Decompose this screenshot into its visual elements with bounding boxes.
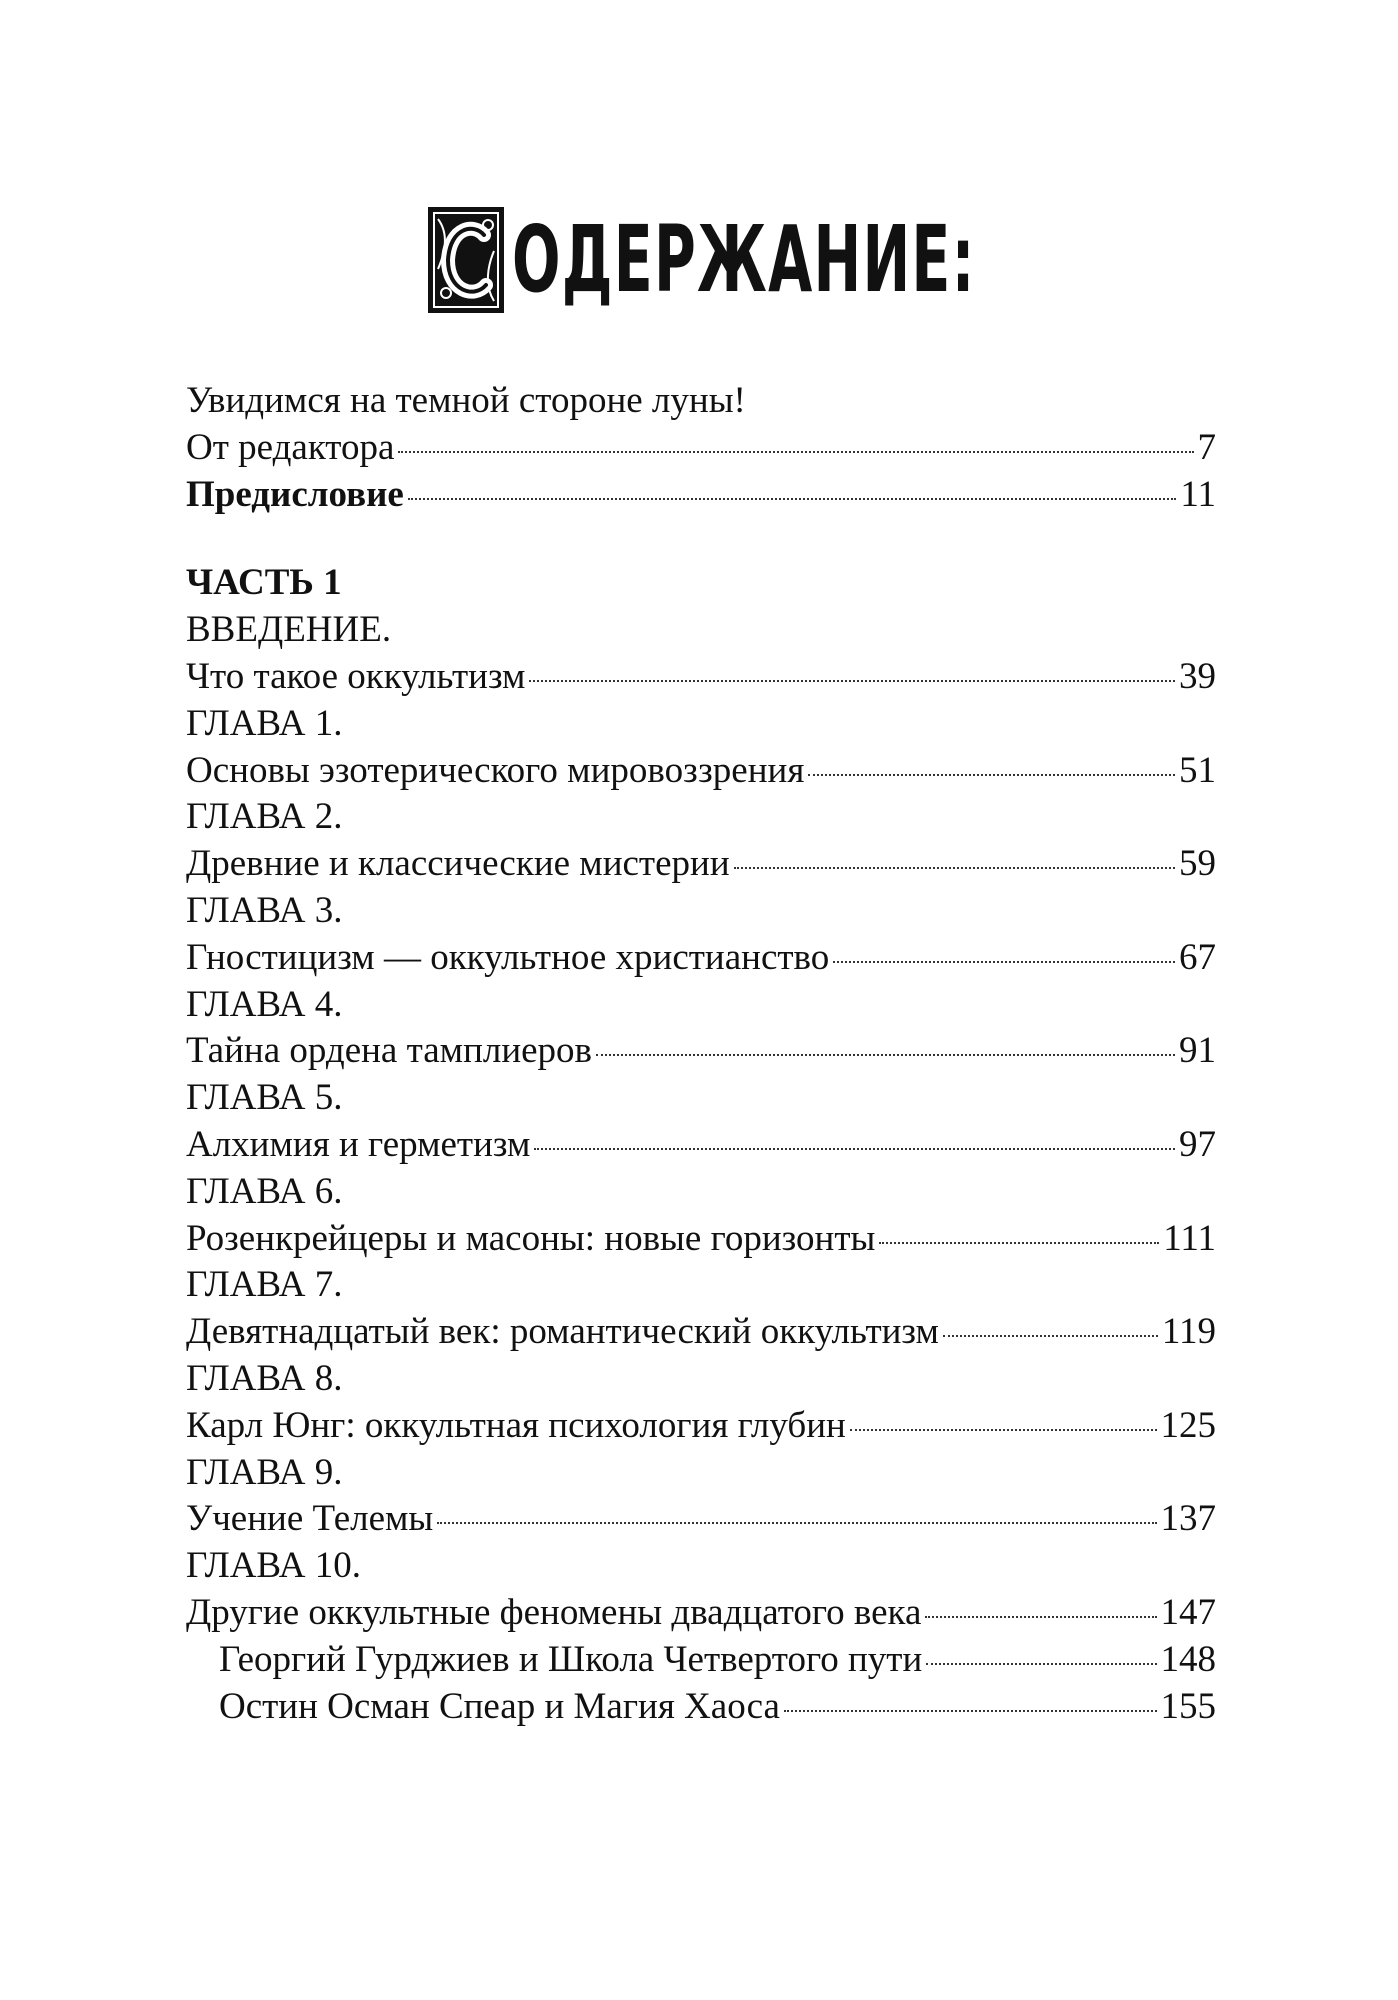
toc-page-number: 91 (1179, 1030, 1216, 1072)
chapter-label (186, 888, 1216, 935)
chapter-label-text: ГЛАВА 3. (186, 889, 343, 931)
toc-item (186, 1403, 1216, 1450)
dot-leader (808, 774, 1175, 776)
chapter-label-text: ГЛАВА 10. (186, 1545, 361, 1587)
toc-entry-text: Тайна ордена тамплиеров (186, 1030, 593, 1072)
toc-item (186, 1590, 1216, 1637)
toc-entry-text: Учение Телемы (186, 1498, 434, 1540)
toc-entry-text: Карл Юнг: оккультная психология глубин (186, 1404, 846, 1446)
chapter-label (186, 1543, 1216, 1590)
toc-page-number: 39 (1179, 655, 1216, 697)
toc-entry-text: Другие оккультные феномены двадцатого века (186, 1591, 922, 1633)
toc-item (186, 1216, 1216, 1263)
chapter-label-text: ГЛАВА 2. (186, 796, 343, 838)
toc-intro-item (186, 378, 1216, 425)
chapter-label (186, 794, 1216, 841)
decorative-initial (426, 205, 506, 315)
toc-entry-text: Гностицизм — оккультное христианство (186, 936, 830, 978)
toc-entry-text: Древние и классические мистерии (186, 843, 730, 885)
toc-chapter-list (186, 607, 1216, 1730)
dot-leader (925, 1616, 1156, 1618)
chapter-label-text: ГЛАВА 5. (186, 1077, 343, 1119)
dot-leader (596, 1054, 1175, 1056)
chapter-label (186, 1450, 1216, 1497)
chapter-label-text: ГЛАВА 9. (186, 1451, 343, 1493)
dot-leader (398, 451, 1193, 453)
page-title (0, 205, 1398, 315)
chapter-label-text: ГЛАВА 8. (186, 1357, 343, 1399)
chapter-label (186, 1075, 1216, 1122)
toc-entry-text: Алхимия и герметизм (186, 1123, 531, 1165)
toc-item (186, 1309, 1216, 1356)
dot-leader (534, 1148, 1175, 1150)
dot-leader (408, 498, 1177, 500)
dot-leader (926, 1663, 1156, 1665)
toc-page-number: 155 (1160, 1685, 1216, 1727)
dot-leader (833, 961, 1175, 963)
toc-page-number: 59 (1179, 843, 1216, 885)
toc-intro-item (186, 425, 1216, 472)
toc-page-number: 137 (1160, 1498, 1216, 1540)
toc-page-number: 97 (1179, 1123, 1216, 1165)
dot-leader (943, 1335, 1158, 1337)
toc-item (186, 748, 1216, 795)
toc-item (186, 841, 1216, 888)
title-text: ОДЕРЖАНИЕ: (512, 206, 976, 313)
toc-page-number: 148 (1160, 1638, 1216, 1680)
toc-item (186, 1496, 1216, 1543)
toc-subitem (186, 1684, 1216, 1731)
toc-entry-text: Основы эзотерического мировоззрения (186, 749, 805, 791)
toc-page-number: 67 (1179, 936, 1216, 978)
chapter-label (186, 1262, 1216, 1309)
part-heading (186, 560, 1216, 607)
chapter-label (186, 701, 1216, 748)
toc-page-number: 11 (1180, 473, 1216, 515)
toc-subitem (186, 1637, 1216, 1684)
dot-leader (734, 867, 1175, 869)
toc-entry-text: Девятнадцатый век: романтический оккультизм (186, 1311, 939, 1353)
toc-item (186, 1122, 1216, 1169)
toc-entry-text: Что такое оккультизм (186, 655, 526, 697)
chapter-label-text: ГЛАВА 7. (186, 1264, 343, 1306)
chapter-label-text: ГЛАВА 1. (186, 702, 343, 744)
dot-leader (850, 1429, 1157, 1431)
toc-page-number: 119 (1161, 1311, 1216, 1353)
dot-leader (784, 1710, 1157, 1712)
chapter-label (186, 607, 1216, 654)
dot-leader (437, 1522, 1156, 1524)
toc-intro-item (186, 472, 1216, 519)
chapter-label-text: ВВЕДЕНИЕ. (186, 609, 392, 651)
toc-item (186, 935, 1216, 982)
toc-entry-text: Остин Осман Спеар и Магия Хаоса (219, 1685, 780, 1727)
section-gap (186, 518, 1216, 560)
toc-page-number: 51 (1179, 749, 1216, 791)
chapter-label-text: ГЛАВА 4. (186, 983, 343, 1025)
dot-leader (879, 1242, 1159, 1244)
toc-item (186, 654, 1216, 701)
toc-page-number: 111 (1163, 1217, 1216, 1259)
toc-entry-text: Предисловие (186, 473, 404, 515)
toc-page-number: 147 (1160, 1591, 1216, 1633)
table-of-contents (186, 378, 1216, 1730)
toc-page-number: 7 (1197, 426, 1216, 468)
toc-entry-text: Увидимся на темной стороне луны! (186, 380, 746, 421)
part-heading-text: ЧАСТЬ 1 (186, 562, 342, 604)
toc-page-number: 125 (1160, 1404, 1216, 1446)
chapter-label (186, 1356, 1216, 1403)
chapter-label (186, 982, 1216, 1029)
toc-entry-text: От редактора (186, 426, 395, 468)
chapter-label-text: ГЛАВА 6. (186, 1170, 343, 1212)
toc-entry-text: Георгий Гурджиев и Школа Четвертого пути (219, 1638, 923, 1680)
toc-item (186, 1028, 1216, 1075)
chapter-label (186, 1169, 1216, 1216)
toc-entry-text: Розенкрейцеры и масоны: новые горизонты (186, 1217, 876, 1259)
dot-leader (529, 680, 1175, 682)
